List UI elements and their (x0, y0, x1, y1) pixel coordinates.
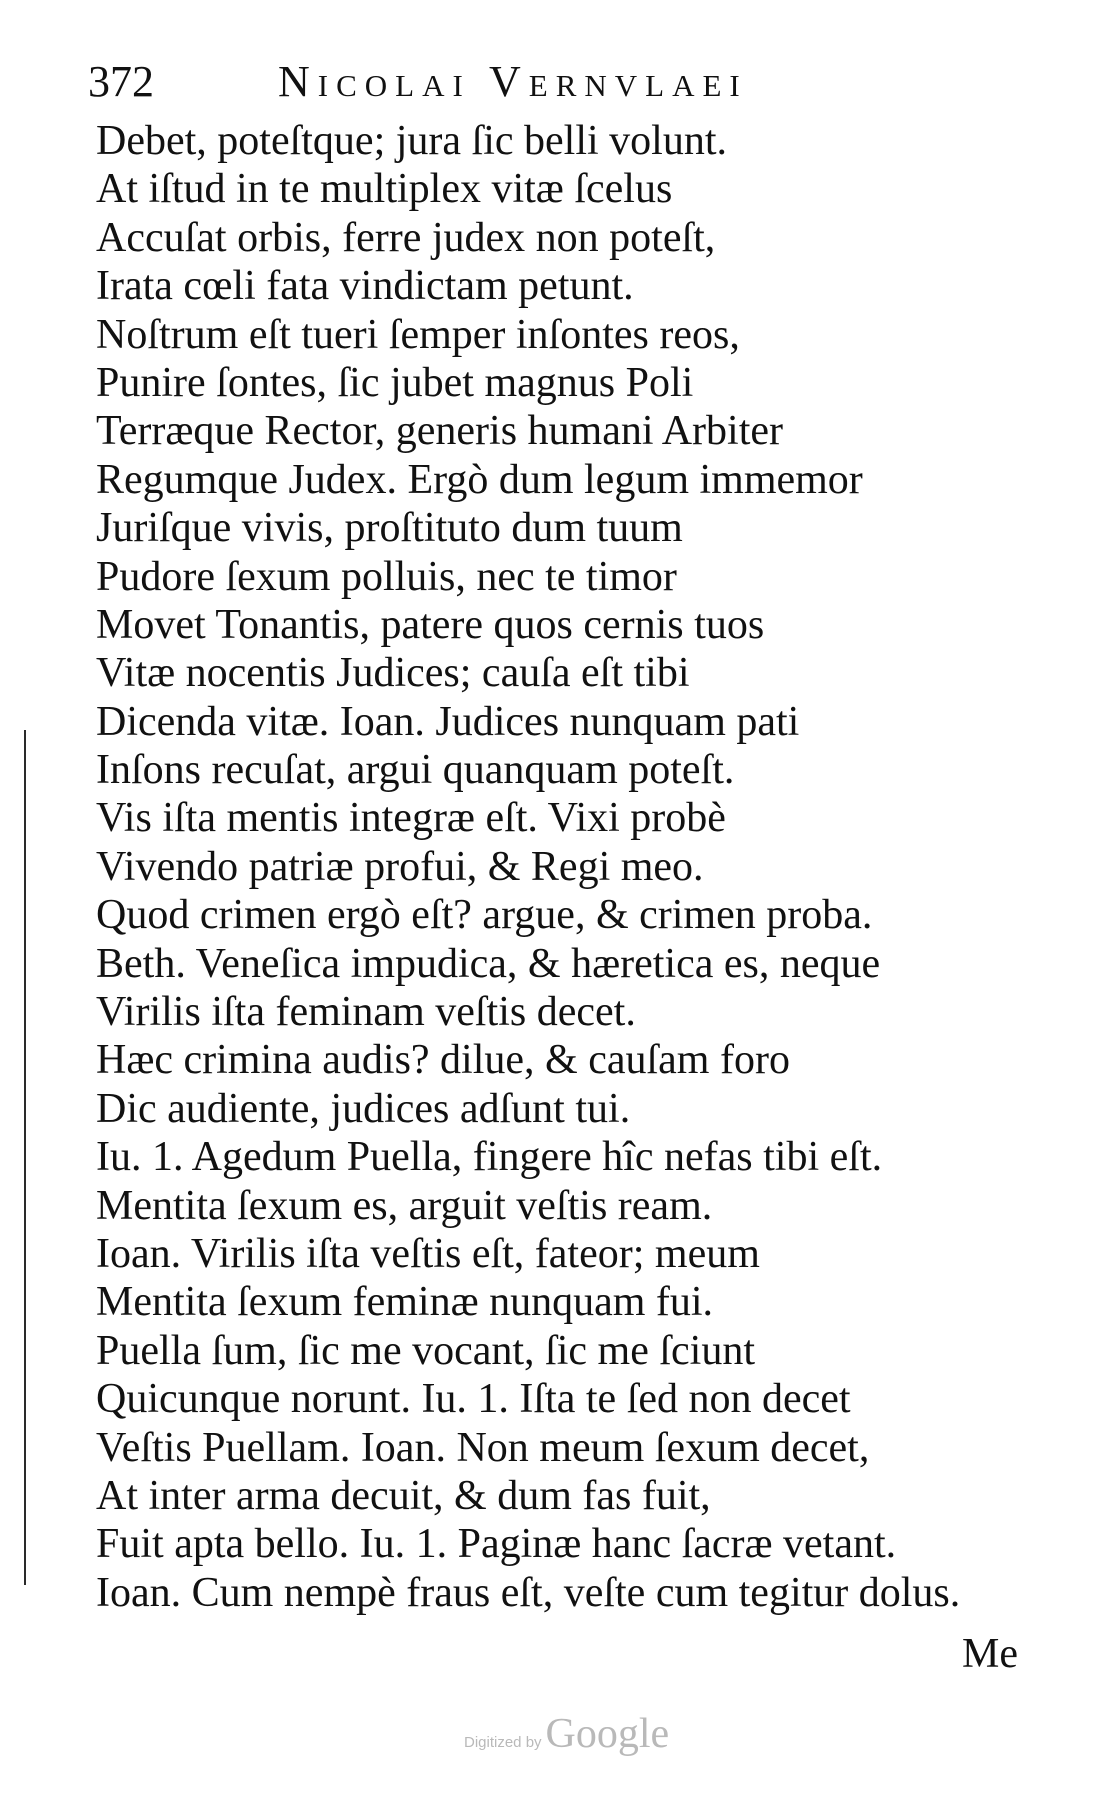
verse-line: Hæc crimina audis? dilue, & cauſam foro (96, 1037, 790, 1084)
verse-line: Juriſque vivis, proſtituto dum tuum (96, 505, 683, 552)
verse-line: Dic audiente, judices adſunt tui. (96, 1085, 631, 1132)
verse-line: Dicenda vitæ. Ioan. Judices nunquam pati (96, 698, 800, 745)
verse-text-block (96, 117, 996, 1617)
page-number: 372 (88, 57, 154, 106)
verse-line: Fuit apta bello. Iu. 1. Paginæ hanc ſacræ vetant. (96, 1521, 897, 1568)
verse-line: Pudore ſexum polluis, nec te timor (96, 553, 677, 600)
digitization-watermark (464, 1710, 669, 1758)
verse-line: Quod crimen ergò eſt? argue, & crimen proba. (96, 892, 873, 939)
verse-line: Vivendo patriæ profui, & Regi meo. (96, 843, 704, 890)
verse-line: Puella ſum, ſic me vocant, ſic me ſciunt (96, 1327, 755, 1374)
running-title: Nicolai Vernvlaei (278, 57, 748, 106)
verse-line: Ioan. Cum nempè fraus eſt, veſte cum tegitur dolus. (96, 1569, 961, 1616)
verse-line: Movet Tonantis, patere quos cernis tuos (96, 601, 765, 648)
verse-line: Ioan. Virilis iſta veſtis eſt, fateor; meum (96, 1230, 760, 1277)
verse-line: Noſtrum eſt tueri ſemper inſontes reos, (96, 311, 740, 358)
verse-line: Beth. Veneſica impudica, & hæretica es, neque (96, 940, 881, 987)
page-header (88, 52, 948, 112)
verse-line: Mentita ſexum feminæ nunquam fui. (96, 1279, 714, 1326)
verse-line: Terræque Rector, generis humani Arbiter (96, 408, 783, 455)
verse-line: Accuſat orbis, ferre judex non poteſt, (96, 214, 716, 261)
verse-line: Debet, poteſtque; jura ſic belli volunt. (96, 118, 728, 164)
verse-line: Iu. 1. Agedum Puella, fingere hîc nefas tibi eſt. (96, 1134, 883, 1181)
catchword: Me (962, 1631, 1018, 1677)
verse-line: Inſons recuſat, argui quanquam poteſt. (96, 747, 735, 794)
verse-line: Virilis iſta feminam veſtis decet. (96, 989, 636, 1036)
verse-line: Mentita ſexum es, arguit veſtis ream. (96, 1182, 713, 1229)
verse-line: At inter arma decuit, & dum fas fuit, (96, 1472, 711, 1519)
verse-line: Vitæ nocentis Judices; cauſa eſt tibi (96, 650, 690, 697)
verse-line: Quicunque norunt. Iu. 1. Iſta te ſed non decet (96, 1376, 851, 1423)
gutter-rule (24, 730, 26, 1585)
verse-line: Veſtis Puellam. Ioan. Non meum ſexum decet, (96, 1424, 870, 1471)
watermark-brand: Google (545, 1711, 670, 1757)
verse-line: Vis iſta mentis integræ eſt. Vixi probè (96, 795, 726, 842)
verse-line: Irata cœli fata vindictam petunt. (96, 263, 634, 310)
verse-line: At iſtud in te multiplex vitæ ſcelus (96, 166, 673, 213)
verse-line: Punire ſontes, ſic jubet magnus Poli (96, 359, 694, 406)
verse-line: Regumque Judex. Ergò dum legum immemor (96, 456, 863, 503)
watermark-prefix: Digitized by (464, 1734, 542, 1751)
